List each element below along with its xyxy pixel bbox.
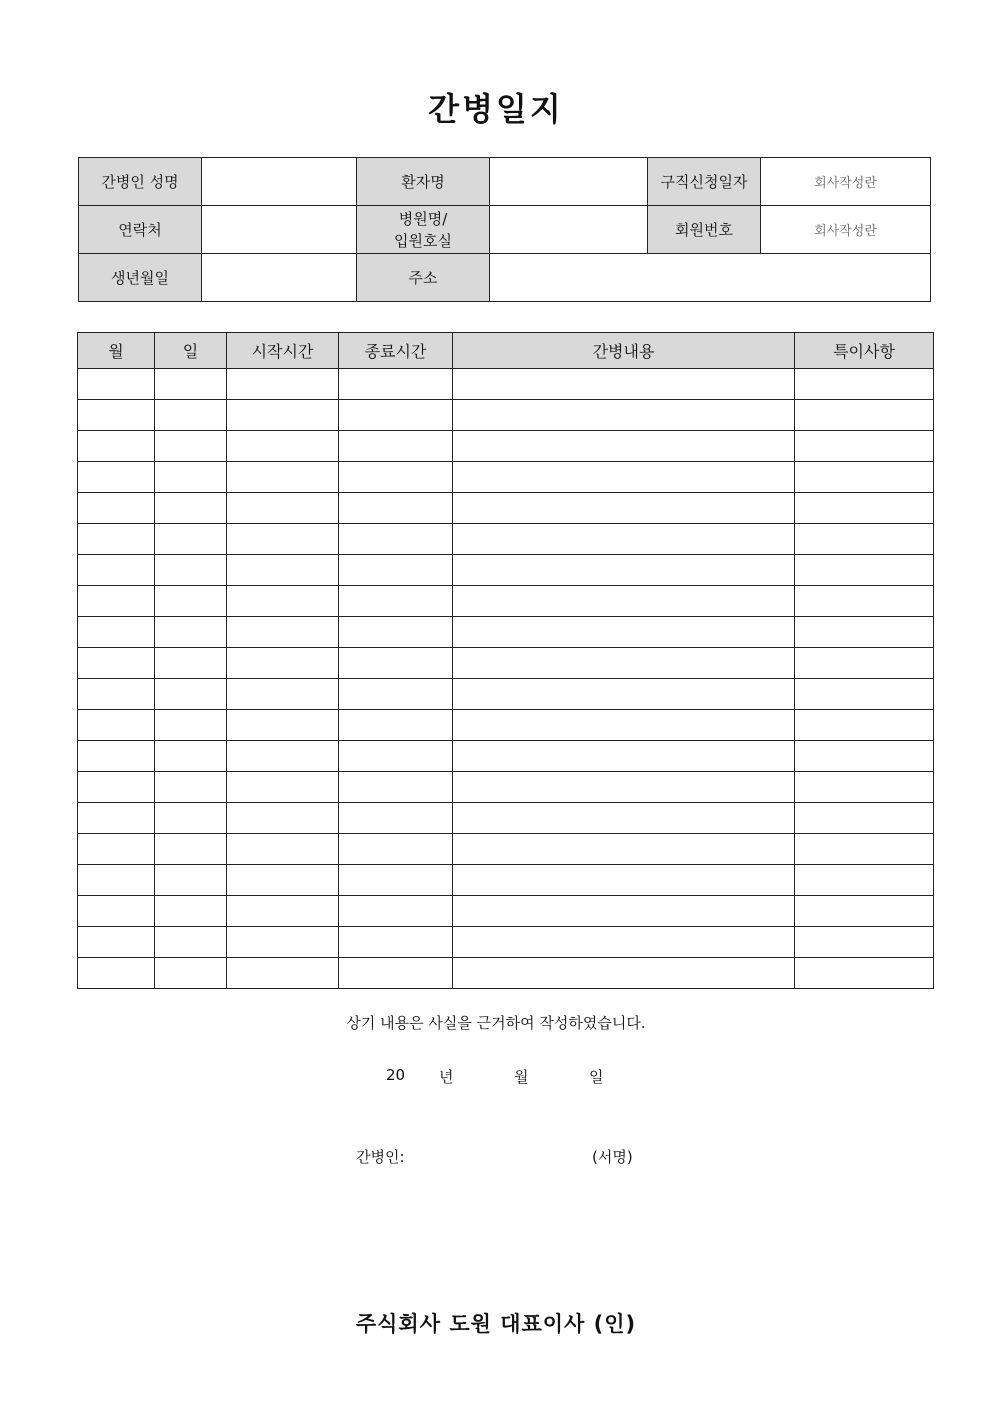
- sign-mark-label: (서명): [592, 1148, 633, 1166]
- caregiver-sign-label: 간병인:: [356, 1148, 405, 1166]
- log-cell[interactable]: [795, 555, 934, 586]
- log-cell[interactable]: [453, 369, 795, 400]
- hospital-label-line2: 입원호실: [394, 231, 452, 250]
- log-cell[interactable]: [453, 772, 795, 803]
- table-row: [78, 617, 934, 648]
- log-cell[interactable]: [453, 431, 795, 462]
- log-cell[interactable]: [227, 927, 339, 958]
- log-cell[interactable]: [78, 400, 155, 431]
- log-cell[interactable]: [227, 834, 339, 865]
- log-cell[interactable]: [155, 741, 227, 772]
- log-cell[interactable]: [227, 400, 339, 431]
- log-cell[interactable]: [453, 958, 795, 989]
- hospital-room-label: [357, 206, 490, 254]
- table-row: [78, 369, 934, 400]
- log-cell[interactable]: [453, 679, 795, 710]
- log-cell[interactable]: [795, 834, 934, 865]
- log-cell[interactable]: [339, 958, 453, 989]
- log-cell[interactable]: [78, 958, 155, 989]
- log-cell[interactable]: [155, 400, 227, 431]
- contact-label: 연락처: [79, 206, 202, 254]
- member-number-field[interactable]: 회사작성란: [761, 206, 931, 254]
- log-cell[interactable]: [78, 927, 155, 958]
- caregiver-name-field[interactable]: [202, 158, 357, 206]
- care-content-header: 간병내용: [453, 333, 795, 369]
- birth-date-label: 생년월일: [79, 254, 202, 302]
- company-signature: 주식회사 도원 대표이사 (인): [355, 1312, 637, 1336]
- log-cell[interactable]: [795, 865, 934, 896]
- log-cell[interactable]: [339, 803, 453, 834]
- log-cell[interactable]: [339, 741, 453, 772]
- log-cell[interactable]: [78, 772, 155, 803]
- log-cell[interactable]: [453, 896, 795, 927]
- log-cell[interactable]: [155, 586, 227, 617]
- patient-name-label: 환자명: [357, 158, 490, 206]
- table-row: [78, 896, 934, 927]
- log-cell[interactable]: [227, 586, 339, 617]
- table-row: [78, 493, 934, 524]
- log-cell[interactable]: [78, 648, 155, 679]
- log-cell[interactable]: [78, 462, 155, 493]
- job-request-date-label: 구직신청일자: [648, 158, 761, 206]
- info-row: [79, 158, 931, 206]
- year-label: 년: [439, 1068, 454, 1086]
- log-cell[interactable]: [155, 958, 227, 989]
- table-row: [78, 431, 934, 462]
- table-row: [78, 462, 934, 493]
- log-cell[interactable]: [453, 803, 795, 834]
- log-cell[interactable]: [155, 555, 227, 586]
- day-header: 일: [155, 333, 227, 369]
- info-row: [79, 254, 931, 302]
- log-cell[interactable]: [339, 648, 453, 679]
- log-cell[interactable]: [155, 710, 227, 741]
- log-cell[interactable]: [339, 834, 453, 865]
- log-cell[interactable]: [339, 524, 453, 555]
- log-cell[interactable]: [795, 586, 934, 617]
- log-cell[interactable]: [78, 896, 155, 927]
- month-label: 월: [514, 1068, 529, 1086]
- log-cell[interactable]: [155, 462, 227, 493]
- log-cell[interactable]: [339, 896, 453, 927]
- log-cell[interactable]: [339, 865, 453, 896]
- caregiver-name-label: 간병인 성명: [79, 158, 202, 206]
- log-header-row: [78, 333, 934, 369]
- document-title: 간병일지: [428, 90, 564, 128]
- log-cell[interactable]: [339, 617, 453, 648]
- log-cell[interactable]: [795, 524, 934, 555]
- table-row: [78, 834, 934, 865]
- patient-name-field[interactable]: [490, 158, 648, 206]
- log-body: [78, 369, 934, 989]
- log-cell[interactable]: [339, 679, 453, 710]
- hospital-room-field[interactable]: [490, 206, 648, 254]
- log-cell[interactable]: [339, 400, 453, 431]
- log-cell[interactable]: [795, 741, 934, 772]
- log-cell[interactable]: [227, 648, 339, 679]
- log-cell[interactable]: [155, 834, 227, 865]
- log-cell[interactable]: [155, 431, 227, 462]
- log-cell[interactable]: [795, 493, 934, 524]
- log-cell[interactable]: [78, 803, 155, 834]
- table-row: [78, 958, 934, 989]
- log-cell[interactable]: [453, 462, 795, 493]
- log-cell[interactable]: [339, 431, 453, 462]
- log-cell[interactable]: [339, 586, 453, 617]
- table-row: [78, 524, 934, 555]
- log-cell[interactable]: [227, 896, 339, 927]
- log-cell[interactable]: [78, 679, 155, 710]
- notes-header: 특이사항: [795, 333, 934, 369]
- birth-date-field[interactable]: [202, 254, 357, 302]
- log-cell[interactable]: [78, 524, 155, 555]
- log-cell[interactable]: [78, 369, 155, 400]
- log-cell[interactable]: [795, 369, 934, 400]
- log-cell[interactable]: [453, 710, 795, 741]
- table-row: [78, 772, 934, 803]
- log-cell[interactable]: [453, 586, 795, 617]
- log-cell[interactable]: [227, 865, 339, 896]
- log-cell[interactable]: [795, 710, 934, 741]
- log-cell[interactable]: [339, 555, 453, 586]
- log-cell[interactable]: [227, 555, 339, 586]
- log-cell[interactable]: [339, 927, 453, 958]
- log-cell[interactable]: [795, 462, 934, 493]
- table-row: [78, 865, 934, 896]
- log-cell[interactable]: [453, 524, 795, 555]
- log-cell[interactable]: [227, 772, 339, 803]
- day-label: 일: [589, 1068, 604, 1086]
- table-row: [78, 679, 934, 710]
- log-cell[interactable]: [227, 524, 339, 555]
- log-cell[interactable]: [155, 493, 227, 524]
- log-cell[interactable]: [453, 741, 795, 772]
- log-cell[interactable]: [227, 958, 339, 989]
- contact-field[interactable]: [202, 206, 357, 254]
- log-cell[interactable]: [78, 741, 155, 772]
- address-label: 주소: [357, 254, 490, 302]
- table-row: [78, 927, 934, 958]
- log-cell[interactable]: [795, 679, 934, 710]
- log-cell[interactable]: [453, 617, 795, 648]
- log-cell[interactable]: [78, 834, 155, 865]
- log-cell[interactable]: [78, 710, 155, 741]
- address-field[interactable]: [490, 254, 931, 302]
- log-cell[interactable]: [155, 803, 227, 834]
- log-cell[interactable]: [795, 617, 934, 648]
- log-cell[interactable]: [78, 617, 155, 648]
- log-cell[interactable]: [227, 803, 339, 834]
- start-time-header: 시작시간: [227, 333, 339, 369]
- care-log-table: [77, 332, 934, 989]
- log-cell[interactable]: [155, 679, 227, 710]
- caregiver-info-table: [78, 157, 931, 302]
- statement: 상기 내용은 사실을 근거하여 작성하였습니다.: [346, 1014, 646, 1032]
- end-time-header: 종료시간: [339, 333, 453, 369]
- log-cell[interactable]: [339, 710, 453, 741]
- log-cell[interactable]: [227, 710, 339, 741]
- table-row: [78, 586, 934, 617]
- log-cell[interactable]: [795, 431, 934, 462]
- log-cell[interactable]: [453, 555, 795, 586]
- log-cell[interactable]: [227, 493, 339, 524]
- log-cell[interactable]: [78, 865, 155, 896]
- table-row: [78, 400, 934, 431]
- log-cell[interactable]: [78, 431, 155, 462]
- log-cell[interactable]: [453, 648, 795, 679]
- log-cell[interactable]: [795, 648, 934, 679]
- log-cell[interactable]: [227, 431, 339, 462]
- year-prefix: 20: [386, 1066, 406, 1084]
- info-row: [79, 206, 931, 254]
- log-cell[interactable]: [453, 865, 795, 896]
- log-cell[interactable]: [339, 493, 453, 524]
- month-header: 월: [78, 333, 155, 369]
- log-cell[interactable]: [78, 555, 155, 586]
- log-cell[interactable]: [453, 834, 795, 865]
- log-cell[interactable]: [155, 865, 227, 896]
- log-cell[interactable]: [795, 896, 934, 927]
- member-number-label: 회원번호: [648, 206, 761, 254]
- log-cell[interactable]: [795, 927, 934, 958]
- log-cell[interactable]: [453, 927, 795, 958]
- log-cell[interactable]: [155, 524, 227, 555]
- log-cell[interactable]: [795, 958, 934, 989]
- table-row: [78, 555, 934, 586]
- hospital-label-line1: 병원명/: [398, 209, 448, 228]
- log-cell[interactable]: [155, 369, 227, 400]
- table-row: [78, 803, 934, 834]
- log-cell[interactable]: [453, 400, 795, 431]
- job-request-date-field[interactable]: 회사작성란: [761, 158, 931, 206]
- log-cell[interactable]: [453, 493, 795, 524]
- log-cell[interactable]: [227, 741, 339, 772]
- log-cell[interactable]: [155, 927, 227, 958]
- log-cell[interactable]: [155, 648, 227, 679]
- log-cell[interactable]: [155, 617, 227, 648]
- log-cell[interactable]: [339, 772, 453, 803]
- log-cell[interactable]: [227, 369, 339, 400]
- log-cell[interactable]: [227, 679, 339, 710]
- log-cell[interactable]: [339, 462, 453, 493]
- log-cell[interactable]: [795, 803, 934, 834]
- log-cell[interactable]: [227, 617, 339, 648]
- caregiver-sign-field[interactable]: [414, 1146, 584, 1166]
- log-cell[interactable]: [795, 400, 934, 431]
- log-cell[interactable]: [795, 772, 934, 803]
- table-row: [78, 710, 934, 741]
- log-cell[interactable]: [155, 772, 227, 803]
- log-cell[interactable]: [78, 586, 155, 617]
- log-cell[interactable]: [227, 462, 339, 493]
- log-cell[interactable]: [78, 493, 155, 524]
- table-row: [78, 741, 934, 772]
- log-cell[interactable]: [155, 896, 227, 927]
- table-row: [78, 648, 934, 679]
- log-cell[interactable]: [339, 369, 453, 400]
